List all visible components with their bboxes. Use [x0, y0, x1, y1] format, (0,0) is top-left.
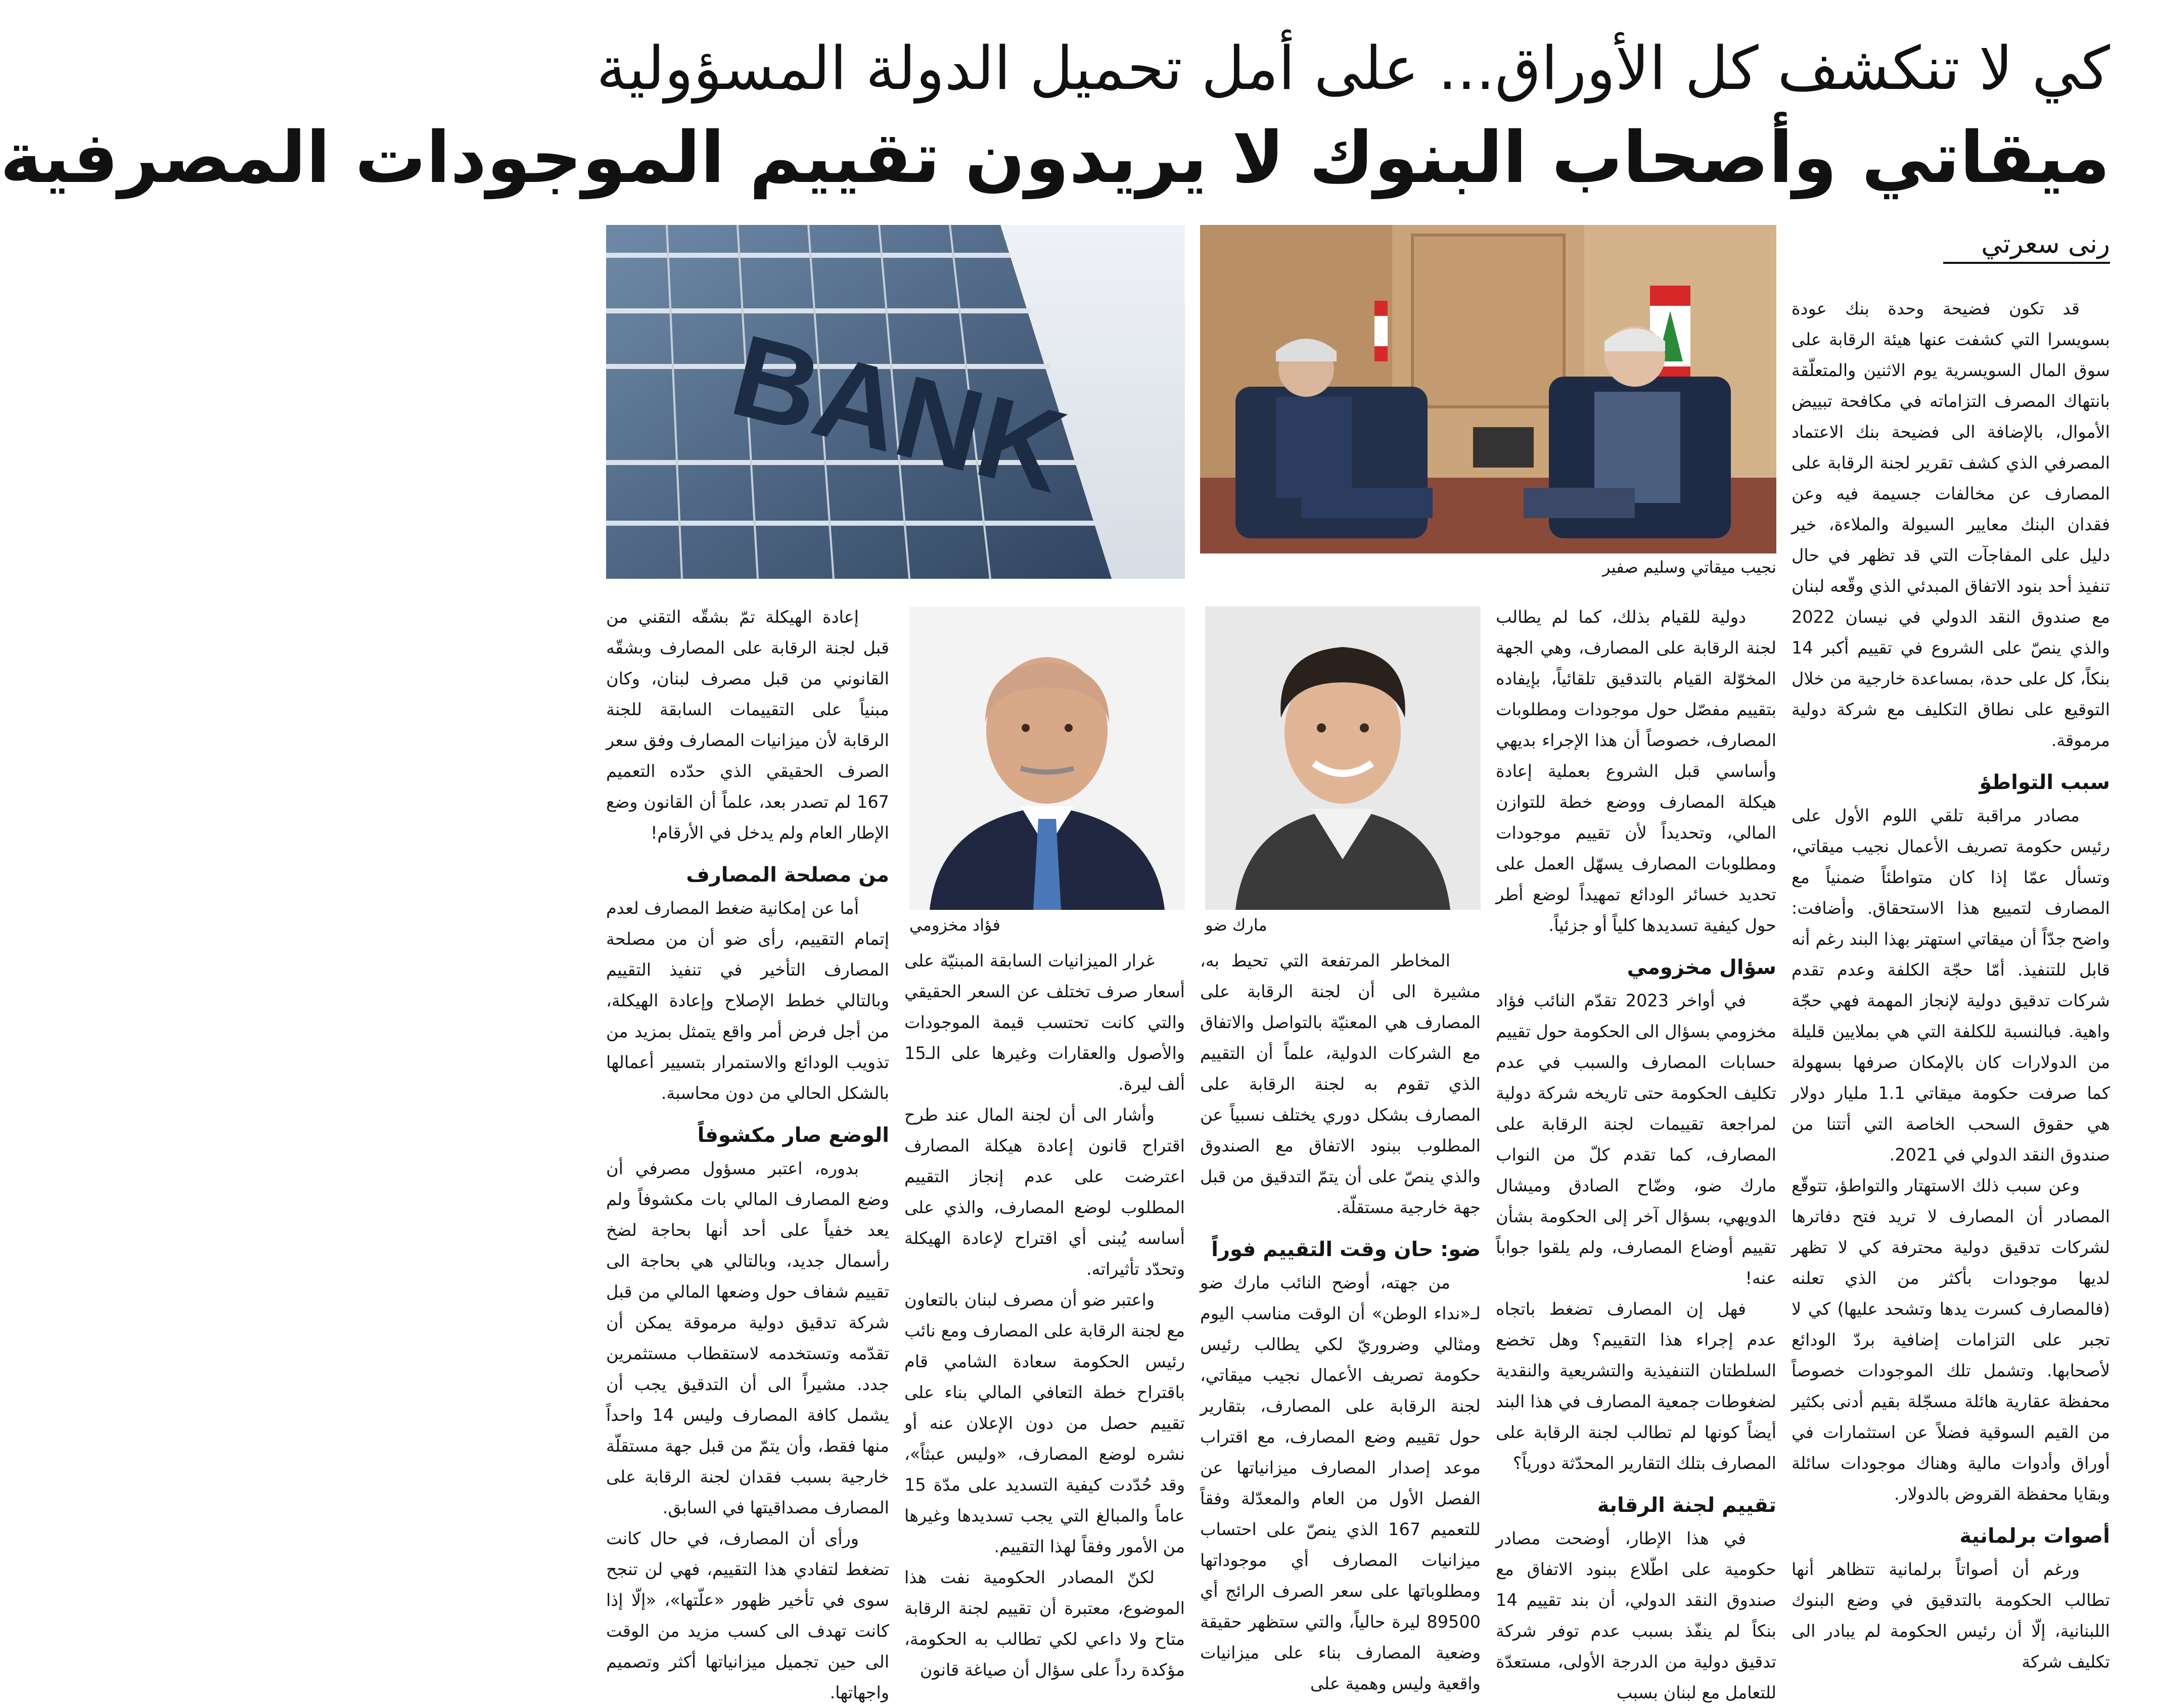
paragraph: المخاطر المرتفعة التي تحيط به، مشيرة الى أن لجنة الرقابة على المصارف هي المعنيّة بالتواصل والاتفاق مع الشركات الدولية، علماً أن التقييم الذي تقوم به لجنة الرقابة على المصارف بشكل دوري يختلف نسبياً عن المطلوب ببنود الاتفاق مع الصندوق والذي ينصّ على أن يتمّ التدقيق من قبل جهة خارجية مستقلّة.: [1200, 951, 1481, 1217]
bank-building-illustration: [606, 225, 1185, 579]
article-column-5: [606, 602, 890, 1702]
paragraph: مصادر مراقبة تلقي اللوم الأول على رئيس حكومة تصريف الأعمال نجيب ميقاتي، وتسأل عمّا إذا كان متواطئاً ضمنياً مع المصارف لتمييع هذا الاستحقاق. وأضافت: واضح جدّاً أن ميقاتي استهتر بهذا البند رغم أنه قابل للتنفيذ. أمّا حجّة الكلفة وعدم تقدم شركات تدقيق دولية لإنجاز المهمة فهي حجّة واهية. فبالنسبة للكلفة التي هي بملايين قليلة من الدولارات كان بالإمكان صرفها بسهولة كما صرفت حكومة ميقاتي 1.1 مليار دولار هي حقوق السحب الخاصة التي أتتنا من صندوق النقد الدولي في 2021.: [1792, 806, 2110, 1165]
meeting-photo-illustration: [1200, 225, 1776, 553]
paragraph: بدوره، اعتبر مسؤول مصرفي أن وضع المصارف المالي بات مكشوفاً ولم يعد خفياً على أحد أنها بحاجة لضخ رأسمال جديد، وبالتالي هي بحاجة الى تقييم شفاف حول وضعها المالي من قبل شركة تدقيق دولية مرموقة يمكن أن تقدّمه وتستخدمه لاستقطاب مستثمرين جدد. مشيراً الى أن التدقيق يجب أن يشمل كافة المصارف وليس 14 واحداً منها فقط، وأن يتمّ من قبل جهة مستقلّة خارجية بسبب فقدان لجنة الرقابة على المصارف مصداقيتها في السابق.: [606, 1159, 890, 1517]
paragraph: ورغم أن أصواتاً برلمانية تتظاهر أنها تطالب الحكومة بالتدقيق في وضع البنوك اللبنانية، إلّا أن رئيس الحكومة لم يبادر الى تكليف شركة: [1792, 1559, 2110, 1672]
section-heading: الوضع صار مكشوفاً: [697, 1124, 889, 1147]
paragraph: لكنّ المصادر الحكومية نفت هذا الموضوع، معتبرة أن تقييم لجنة الرقابة متاح ولا داعي لكي تطالب به الحكومة، مؤكدة رداً على سؤال أن صياغة قانون: [904, 1567, 1185, 1680]
section-heading: ضو: حان وقت التقييم فوراً: [1211, 1238, 1481, 1261]
headline-title: ميقاتي وأصحاب البنوك لا يريدون تقييم الموجودات المصرفية: [0, 117, 2110, 199]
fouad-makhzoumi-portrait: [909, 607, 1185, 910]
paragraph: في أواخر 2023 تقدّم النائب فؤاد مخزومي بسؤال الى الحكومة حول تقييم حسابات المصارف والسبب في عدم تكليف الحكومة حتى تاريخه شركة دولية لمراجعة تقييمات لجنة الرقابة على المصارف، كما تقدم كلّ من النواب مارك ضو، وضّاح الصادق وميشال الدويهي، بسؤال آخر إلى الحكومة بشأن تقييم أوضاع المصارف، ولم يلقوا جواباً عنه!: [1496, 991, 1776, 1288]
paragraph: واعتبر ضو أن مصرف لبنان بالتعاون مع لجنة الرقابة على المصارف ومع نائب رئيس الحكومة سعادة الشامي قام باقتراح خطة التعافي المالي بناء على تقييم حصل من دون الإعلان عنه أو نشره لوضع المصارف، «وليس عبثاً»، وقد حُدّدت كيفية التسديد على مدّة 15 عاماً والمبالغ التي يجب تسديدها وغيرها من الأمور وفقاً لهذا التقييم.: [904, 1290, 1185, 1556]
fouad-makhzoumi-photo: [909, 607, 1185, 910]
section-heading: تقييم لجنة الرقابة: [1597, 1494, 1776, 1517]
paragraph: ورأى أن المصارف، في حال كانت تضغط لتفادي هذا التقييم، فهي لن تنجح سوى في تأخير ظهور «علّتها»، «إلّا إذا كانت تهدف الى كسب مزيد من الوقت الى حين تجميل ميزانياتها أكثر وتصميم واجهاتها.: [606, 1529, 889, 1702]
section-heading: سؤال مخزومي: [1627, 956, 1776, 979]
bank-building-photo: [606, 225, 1185, 579]
article-column-1: [1792, 293, 2110, 1672]
section-heading: سبب التواطؤ: [1979, 771, 2110, 794]
paragraph: دولية للقيام بذلك، كما لم يطالب لجنة الرقابة على المصارف، وهي الجهة المخوّلة القيام بالتدقيق تلقائياً، بإيفاده بتقييم مفصّل حول موجودات ومطلوبات المصارف، خصوصاً أن هذا الإجراء بديهي وأساسي قبل الشروع بعملية إعادة هيكلة المصارف ووضع خطة للتوازن المالي، وتحديداً لأن تقييم موجودات ومطلوبات المصارف يسهّل العمل على تحديد خسائر الودائع تمهيداً لوضع أطر حول كيفية تسديدها كلياً أو جزئياً.: [1496, 607, 1776, 935]
fouad-makhzoumi-caption: فؤاد مخزومي: [909, 915, 1000, 935]
paragraph: قد تكون فضيحة وحدة بنك عودة بسويسرا التي كشفت عنها هيئة الرقابة على سوق المال السويسرية يوم الاثنين والمتعلّقة بانتهاك المصرف التزاماته في مكافحة تبييض الأموال، بالإضافة الى فضيحة بنك الاعتماد المصرفي الذي كشف تقرير لجنة الرقابة على المصارف عن مخالفات جسيمة فيه وعن فقدان البنك معايير السيولة والملاءة، خير دليل على المفاجآت التي قد تظهر في حال تنفيذ أحد بنود الاتفاق المبدئي الذي وقّعه لبنان مع صندوق النقد الدولي في نيسان 2022 والذي ينصّ على الشروع في تقييم أكبر 14 بنكاً، كل على حدة، بمساعدة خارجية من خلال التوقيع على نطاق التكليف مع شركة دولية مرموقة.: [1792, 299, 2110, 750]
bank-sign-text: BANK: [720, 309, 1078, 517]
paragraph: فهل إن المصارف تضغط باتجاه عدم إجراء هذا التقييم؟ وهل تخضع السلطتان التنفيذية والتشريعية والنقدية لضغوطات جمعية المصارف في هذا البند أيضاً كونها لم تطالب لجنة الرقابة على المصارف بتلك التقارير المحدّثة دورياً؟: [1496, 1299, 1776, 1473]
mark-daou-photo: [1205, 607, 1481, 910]
paragraph: في هذا الإطار، أوضحت مصادر حكومية على اطّلاع ببنود الاتفاق مع صندوق النقد الدولي، أن بند تقييم 14 بنكاً لم ينفّذ بسبب عدم توفر شركة تدقيق دولية من الدرجة الأولى، مستعدّة للتعامل مع لبنان بسبب: [1496, 1529, 1776, 1702]
paragraph: إعادة الهيكلة تمّ بشقّه التقني من قبل لجنة الرقابة على المصارف وبشقّه القانوني من قبل مصرف لبنان، وكان مبنياً على التقييمات السابقة للجنة الرقابة لأن ميزانيات المصارف وفق سعر الصرف الحقيقي الذي حدّده التعميم 167 لم تصدر بعد، علماً أن القانون وضع الإطار العام ولم يدخل في الأرقام!: [606, 607, 889, 843]
byline: رنى سعرتي: [1943, 226, 2110, 264]
section-heading: من مصلحة المصارف: [686, 863, 889, 887]
article-column-4: [904, 945, 1185, 1680]
article-column-2: [1496, 602, 1776, 1702]
paragraph: أما عن إمكانية ضغط المصارف لعدم إتمام التقييم، رأى ضو أن من مصلحة المصارف التأخير في تنفيذ التقييم وبالتالي خطط الإصلاح وإعادة الهيكلة، من أجل فرض أمر واقع يتمثل بمزيد من تذويب الودائع والاستمرار بتسيير أعمالها بالشكل الحالي من دون محاسبة.: [606, 898, 889, 1103]
article-column-3: [1200, 945, 1481, 1693]
section-heading: أصوات برلمانية: [1959, 1525, 2110, 1548]
mark-daou-portrait: [1205, 607, 1481, 910]
meeting-photo-caption: نجيب ميقاتي وسليم صفير: [1602, 558, 1776, 577]
meeting-photo: [1200, 225, 1776, 553]
headline-kicker: كي لا تنكشف كل الأوراق... على أمل تحميل الدولة المسؤولية: [596, 33, 2110, 103]
paragraph: غرار الميزانيات السابقة المبنيّة على أسعار صرف تختلف عن السعر الحقيقي والتي كانت تحتسب قيمة الموجودات والأصول والعقارات وغيرها على الـ15 ألف ليرة.: [904, 951, 1185, 1094]
paragraph: وأشار الى أن لجنة المال عند طرح اقتراح قانون إعادة هيكلة المصارف اعترضت على عدم إنجاز التقييم المطلوب لوضع المصارف، والذي على أساسه يُبنى أي اقتراح لإعادة الهيكلة وتحدّد تأثيراته.: [904, 1105, 1185, 1279]
paragraph: وعن سبب ذلك الاستهتار والتواطؤ، تتوقّع المصادر أن المصارف لا تريد فتح دفاترها لشركات تدقيق دولية محترفة كي لا تظهر لديها موجودات بأكثر من الذي تعلنه (فالمصارف كسرت يدها وتشحد عليها) كي لا تجبر على التزامات إضافية بردّ الودائع لأصحابها. وتشمل تلك الموجودات خصوصاً محفظة عقارية هائلة مسجّلة بقيم أدنى بكثير من القيم السوقية فضلاً عن استثمارات في أوراق وأدوات مالية وهناك موجودات سائلة وبقايا محفظة القروض بالدولار.: [1792, 1176, 2110, 1504]
mark-daou-caption: مارك ضو: [1205, 915, 1267, 935]
paragraph: من جهته، أوضح النائب مارك ضو لـ«نداء الوطن» أن الوقت مناسب اليوم ومثالي وضروريّ لكي يطالب رئيس حكومة تصريف الأعمال نجيب ميقاتي، لجنة الرقابة على المصارف، بتقارير حول تقييم وضع المصارف، مع اقتراب موعد إصدار المصارف ميزانياتها عن الفصل الأول من العام والمعدّلة وفقاً للتعميم 167 الذي ينصّ على احتساب ميزانيات المصارف أي موجوداتها ومطلوباتها على سعر الصرف الرائج أي 89500 ليرة حالياً، والتي ستظهر حقيقة وضعية المصارف بناء على ميزانيات واقعية وليس وهمية على: [1200, 1273, 1481, 1693]
